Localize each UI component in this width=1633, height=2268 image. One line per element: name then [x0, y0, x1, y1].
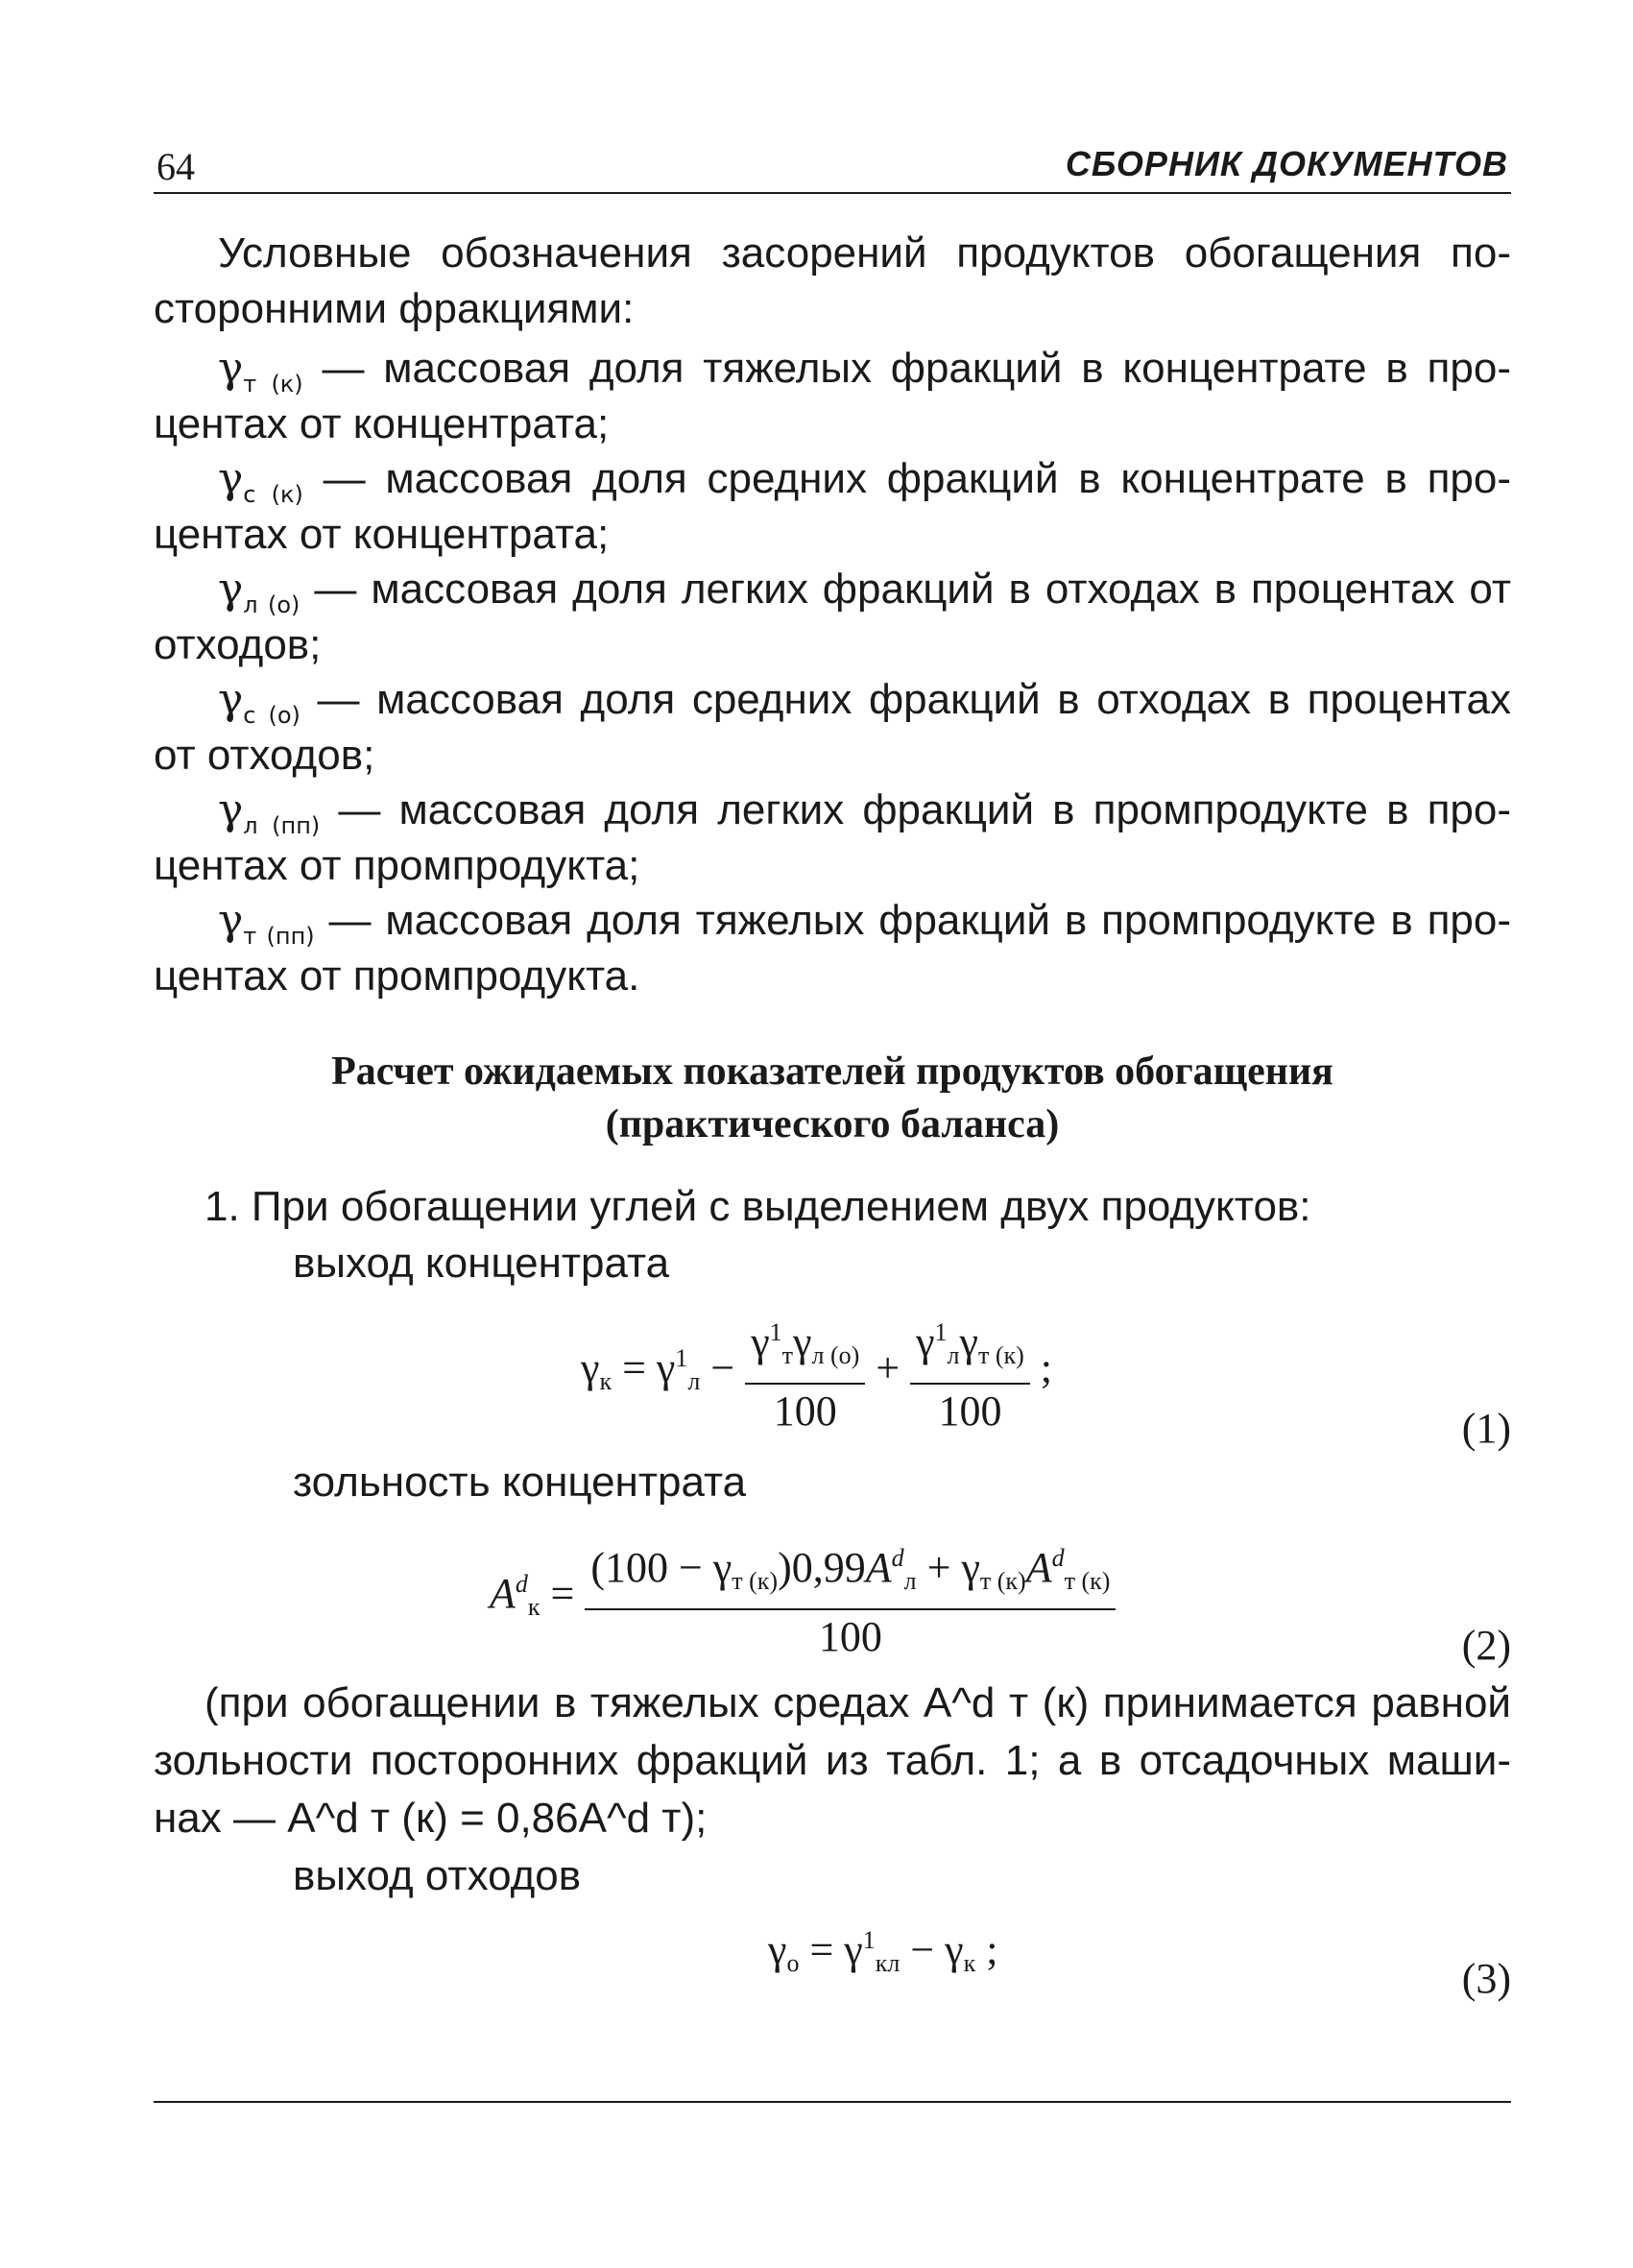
definition-4-line-2: от отходов; — [154, 732, 375, 779]
definition-3-subscript: л (о) — [243, 591, 300, 618]
item-1-text: 1. При обогащении углей с выделением двух продуктов: — [204, 1183, 1311, 1230]
definition-4-symbol: γ — [218, 675, 244, 724]
eq2-lhs: $A^dк$ — [490, 1570, 540, 1622]
definition-1-subscript: т (к) — [243, 371, 303, 398]
definition-2-text: — массовая доля средних фракций в концентрате в про- — [323, 455, 1511, 502]
page-number: 64 — [156, 145, 195, 188]
definition-3-line-1 — [218, 562, 1511, 633]
definition-3-symbol: γ — [218, 565, 244, 614]
definition-3-line-2: отходов; — [154, 621, 322, 668]
intro-line-2: сторонними фракциями: — [154, 285, 635, 332]
definition-5-text: — массовая доля легких фракций в промпродукте в про- — [338, 786, 1511, 833]
note-line-1: (при обогащении в тяжелых средах A^d т (к) принимается равной — [204, 1679, 1511, 1726]
definition-6-text: — массовая доля тяжелых фракций в промпродукте в про- — [328, 897, 1511, 944]
definition-5-symbol: γ — [218, 785, 244, 834]
definition-4-line-1 — [218, 672, 1511, 743]
header-rule — [154, 192, 1511, 194]
intro-line-1: Условные обозначения засорений продуктов обогащения по- — [218, 229, 1511, 277]
eq3-term-1: $\gamma^1кл$ — [844, 1926, 901, 1977]
definition-5-subscript: л (пп) — [243, 812, 321, 839]
definition-6-line-2: центах от промпродукта. — [154, 953, 640, 1000]
running-header-title: СБОРНИК ДОКУМЕНТОВ — [1065, 144, 1508, 183]
definition-6-subscript: т (пп) — [243, 923, 315, 950]
definition-5-line-2: центах от промпродукта; — [154, 842, 640, 889]
equation-1-number: (1) — [1461, 1405, 1511, 1452]
equation-2: $A^dк$ = $\frac{(100 - \gamma т (к))0,99A^dл + \gamma т (к)A^dт (к)}{100}$ — [490, 1532, 1116, 1664]
definition-3-text: — массовая доля легких фракций в отходах в процентах от — [314, 566, 1511, 613]
definition-1-text: — массовая доля тяжелых фракций в концентрате в про- — [322, 345, 1511, 392]
equation-3-number: (3) — [1461, 1955, 1511, 2002]
eq1-fraction-2: $\frac{\gamma^1л\gamma т (к)}{100}$ — [910, 1306, 1030, 1438]
definition-4-text: — массовая доля средних фракций в отходах в процентах — [317, 676, 1511, 723]
definition-2-symbol: γ — [218, 454, 244, 503]
eq1-lhs: γк — [581, 1344, 612, 1396]
waste-yield-label: выход отходов — [293, 1852, 582, 1899]
concentrate-yield-label: выход концентрата — [293, 1240, 670, 1287]
section-heading-line-1: Расчет ожидаемых показателей продуктов обогащения — [331, 1050, 1333, 1094]
eq2-fraction: $\frac{(100 - \gamma т (к))0,99A^dл + \gamma т (к)A^dт (к)}{100}$ — [585, 1532, 1116, 1664]
definition-2-line-2: центах от концентрата; — [154, 511, 610, 558]
section-heading-line-2: (практического баланса) — [605, 1102, 1060, 1146]
eq1-fraction-1: $\frac{\gamma^1т\gamma л (о)}{100}$ — [745, 1306, 865, 1438]
note-line-2: зольности посторонних фракций из табл. 1; а в отсадочных маши- — [154, 1737, 1511, 1784]
eq1-term-1: $\gamma^1л$ — [656, 1344, 701, 1396]
definition-2-subscript: с (к) — [243, 481, 303, 508]
concentrate-ash-label: зольность концентрата — [293, 1459, 747, 1506]
footer-rule — [154, 2101, 1511, 2103]
eq3-term-2: γк — [945, 1926, 976, 1977]
equation-3: $\gamma о = \gamma^1кл - \gamma к$ ; — [768, 1926, 998, 1977]
note-line-3: нах — A^d т (к) = 0,86A^d т); — [154, 1795, 708, 1842]
definition-1-line-2: центах от концентрата; — [154, 400, 610, 447]
definition-6-symbol: γ — [218, 896, 244, 945]
equation-2-number: (2) — [1461, 1622, 1511, 1669]
equation-1: $\gamma к = \gamma^1л$ − $\frac{\gamma^1т\gamma л (о)}{100}$ + $\frac{\gamma^1л\gamma т (к)}{100}$ ; — [581, 1306, 1052, 1438]
definition-1-symbol: γ — [218, 344, 244, 393]
eq3-lhs: γо — [768, 1926, 800, 1977]
definition-4-subscript: с (о) — [243, 702, 300, 729]
